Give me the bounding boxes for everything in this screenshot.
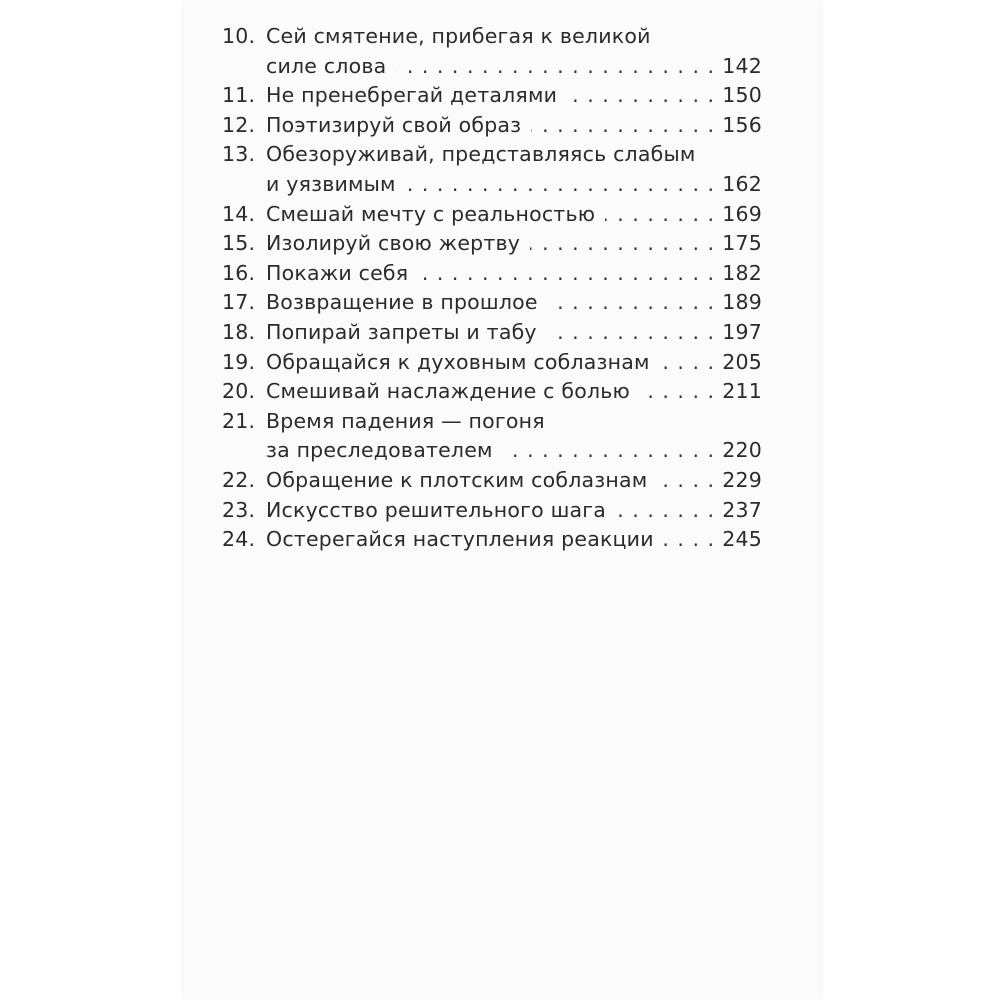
chapter-number: 23. (222, 497, 256, 522)
chapter-number: 19. (222, 349, 256, 374)
toc-line (222, 525, 762, 555)
chapter-number: 14. (222, 201, 256, 226)
chapter-number: 13. (222, 142, 256, 167)
page-number: 229 (722, 467, 762, 492)
dot-leader (616, 496, 714, 526)
chapter-number: 21. (222, 408, 256, 433)
chapter-title: Остерегайся наступления реакции (266, 527, 654, 552)
toc-entry-17 (222, 288, 762, 318)
chapter-title: Обезоруживай, представляясь слабым (266, 142, 696, 167)
chapter-title: Обращайся к духовным соблазнам (266, 349, 650, 374)
toc-line (222, 259, 762, 289)
toc-entry-14 (222, 200, 762, 230)
toc-line (222, 200, 762, 230)
toc-entry-15 (222, 229, 762, 259)
chapter-title-continued: силе слова (266, 53, 387, 78)
page-number: 211 (722, 379, 762, 404)
chapter-title: Смешай мечту с реальностью (266, 201, 596, 226)
dot-leader (567, 81, 714, 111)
chapter-title: Смешивай наслаждение с болью (266, 379, 630, 404)
dot-leader (660, 348, 714, 378)
chapter-title: Изолируй свою жертву (266, 231, 521, 256)
chapter-title: Попирай запреты и табу (266, 319, 537, 344)
toc-entry-19 (222, 348, 762, 378)
toc-line (222, 436, 762, 466)
toc-line (222, 288, 762, 318)
chapter-number: 22. (222, 467, 256, 492)
chapter-number: 11. (222, 83, 256, 108)
table-of-contents (222, 22, 762, 555)
toc-entry-12 (222, 111, 762, 141)
chapter-number: 16. (222, 260, 256, 285)
dot-leader (548, 288, 714, 318)
chapter-number: 17. (222, 290, 256, 315)
dot-leader (406, 170, 714, 200)
toc-entry-13 (222, 140, 762, 199)
page-number: 142 (722, 53, 762, 78)
chapter-title: Обращение к плотским соблазнам (266, 467, 648, 492)
chapter-title: Время падения — погоня (266, 408, 545, 433)
toc-line (222, 170, 762, 200)
chapter-title: Поэтизируй свой образ (266, 112, 522, 137)
page-number: 237 (722, 497, 762, 522)
chapter-title-continued: за преследователем (266, 438, 493, 463)
dot-leader (418, 259, 714, 289)
toc-line (222, 377, 762, 407)
toc-entry-21 (222, 407, 762, 466)
dot-leader (605, 200, 714, 230)
toc-entry-24 (222, 525, 762, 555)
toc-entry-22 (222, 466, 762, 496)
chapter-number: 24. (222, 527, 256, 552)
page-number: 162 (722, 171, 762, 196)
dot-leader (396, 52, 714, 82)
chapter-title: Не пренебрегай деталями (266, 83, 558, 108)
toc-line (222, 229, 762, 259)
chapter-title: Искусство решительного шага (266, 497, 607, 522)
page-number: 197 (722, 319, 762, 344)
chapter-number: 18. (222, 319, 256, 344)
toc-entry-11 (222, 81, 762, 111)
toc-line (222, 407, 762, 437)
chapter-number: 12. (222, 112, 256, 137)
chapter-number: 10. (222, 24, 256, 48)
toc-line (222, 140, 762, 170)
dot-leader (664, 525, 714, 555)
toc-entry-18 (222, 318, 762, 348)
chapter-number: 20. (222, 379, 256, 404)
toc-line (222, 22, 762, 52)
dot-leader (531, 111, 714, 141)
page-number: 245 (722, 527, 762, 552)
page-number: 175 (722, 231, 762, 256)
dot-leader (657, 466, 714, 496)
toc-line (222, 52, 762, 82)
page-number: 169 (722, 201, 762, 226)
chapter-title-continued: и уязвимым (266, 171, 396, 196)
dot-leader (640, 377, 714, 407)
page-number: 189 (722, 290, 762, 315)
dot-leader (503, 436, 714, 466)
toc-entry-20 (222, 377, 762, 407)
toc-line (222, 81, 762, 111)
toc-entry-23 (222, 496, 762, 526)
toc-entry-10 (222, 22, 762, 81)
toc-line (222, 348, 762, 378)
page-number: 156 (722, 112, 762, 137)
dot-leader (547, 318, 714, 348)
dot-leader (530, 229, 714, 259)
page-number: 150 (722, 83, 762, 108)
chapter-title: Покажи себя (266, 260, 409, 285)
page-number: 182 (722, 260, 762, 285)
page-number: 205 (722, 349, 762, 374)
toc-line (222, 466, 762, 496)
chapter-title: Сей смятение, прибегая к великой (266, 24, 651, 48)
page-number: 220 (722, 438, 762, 463)
chapter-title: Возвращение в прошлое (266, 290, 538, 315)
toc-line (222, 496, 762, 526)
toc-entry-16 (222, 259, 762, 289)
toc-line (222, 318, 762, 348)
chapter-number: 15. (222, 231, 256, 256)
toc-line (222, 111, 762, 141)
